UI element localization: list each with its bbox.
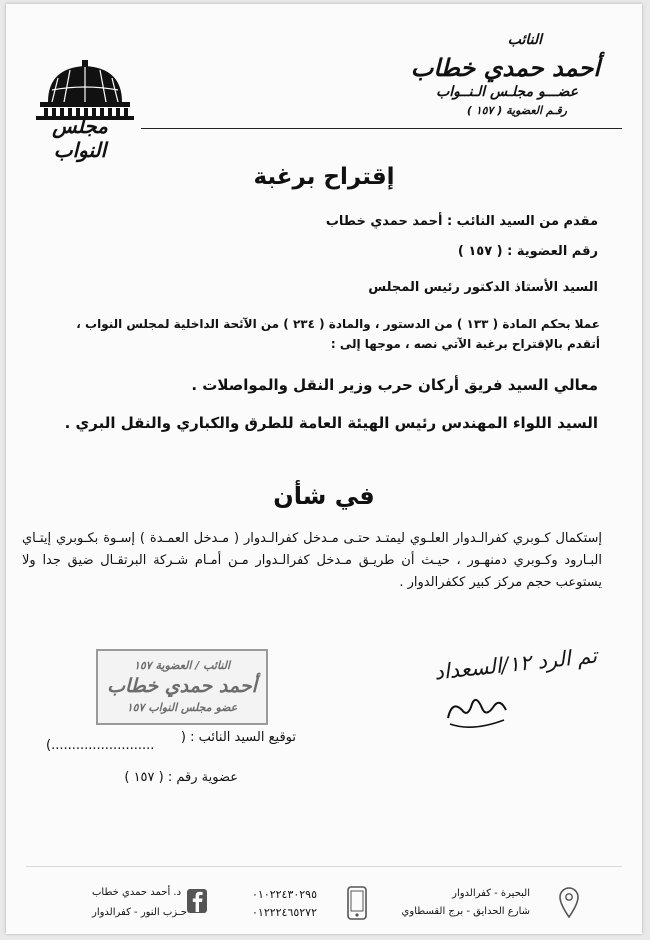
stamp-line-3: عضو مجلس النواب ١٥٧ [126, 701, 238, 714]
mp-name: أحمد حمدي خطاب [410, 54, 600, 82]
facebook-icon [186, 888, 208, 914]
signature-label: توقيع السيد النائب : ( [180, 730, 296, 745]
stamp-line-2: أحمد حمدي خطاب [107, 675, 257, 697]
phone-number-2: ٠١٢٢٢٤٦٥٢٧٢ [252, 906, 317, 919]
header-divider [141, 128, 622, 129]
official-stamp [96, 649, 268, 725]
subject-body: إستكمال كـوبري كفرالـدوار العلـوي ليمتـد حتـى مـدخل كفرالـدوار ( مـدخل العمـدة ) إسـوة بكـوبري إيتـاي البـارود وكـوبري دمنهـور ، حيـث أن طريـق مـدخل كفرالـدوار مـن أمـام شـركة البرتقـال ضيق جدا ولا يستوعب حجم مركز كبير ككفرالدوار . [22, 531, 602, 590]
footer-name: د. أحمد حمدي خطاب [92, 887, 182, 898]
signature-line: (......................... [46, 738, 155, 753]
footer-divider [26, 866, 622, 867]
mp-role: عضـــو مجلـس الـنــواب [436, 84, 578, 100]
intro-paragraph: عملا بحكم المادة ( ١٣٣ ) من الدستور ، والمادة ( ٢٣٤ ) من الآئحة الداخلية لمجلس النواب ، أتقدم بالإقتراح برغبة الآتي نصه ، موجها إلى : [76, 317, 600, 351]
addressee-minister: معالي السيد فريق أركان حرب وزير النقل والمواصلات . [191, 376, 598, 394]
phone-number-1: ٠١٠٢٢٤٣٠٢٩٥ [252, 888, 317, 901]
handwritten-note: تم الرد ١٢/السعداد [433, 643, 599, 685]
mp-membership: رقـم العضوية ( ١٥٧ ) [466, 104, 567, 117]
document-page [6, 4, 642, 934]
footer-address-street: شارع الحدايق - برج القسطاوي [401, 906, 530, 917]
footer-address-city: البحيرة - كفرالدوار [452, 888, 530, 899]
footer-phones [252, 886, 317, 922]
signature-membership: عضوية رقم : ( ١٥٧ ) [124, 770, 238, 785]
handwritten-signature [442, 688, 512, 732]
mobile-phone-icon [346, 886, 368, 920]
stamp-line-1: النائب / العضوية ١٥٧ [133, 659, 231, 672]
submitted-by: مقدم من السيد النائب : أحمد حمدي خطاب [325, 214, 598, 229]
parliament-logo-text: مجلس النواب [52, 114, 108, 162]
mp-label: النائب [507, 32, 542, 48]
location-pin-icon [558, 886, 580, 918]
addressee-speaker: السيد الأستاذ الدكتور رئيس المجلس [368, 280, 598, 295]
addressee-roads-authority: السيد اللواء المهندس رئيس الهيئة العامة للطرق والكباري والنقل البري . [64, 414, 598, 432]
subject-title: في شأن [273, 482, 375, 510]
document-title: إقتراح برغبة [253, 164, 395, 190]
footer-party: حـزب النور - كفرالدوار [92, 907, 187, 918]
membership-number: رقم العضوية : ( ١٥٧ ) [457, 244, 598, 259]
